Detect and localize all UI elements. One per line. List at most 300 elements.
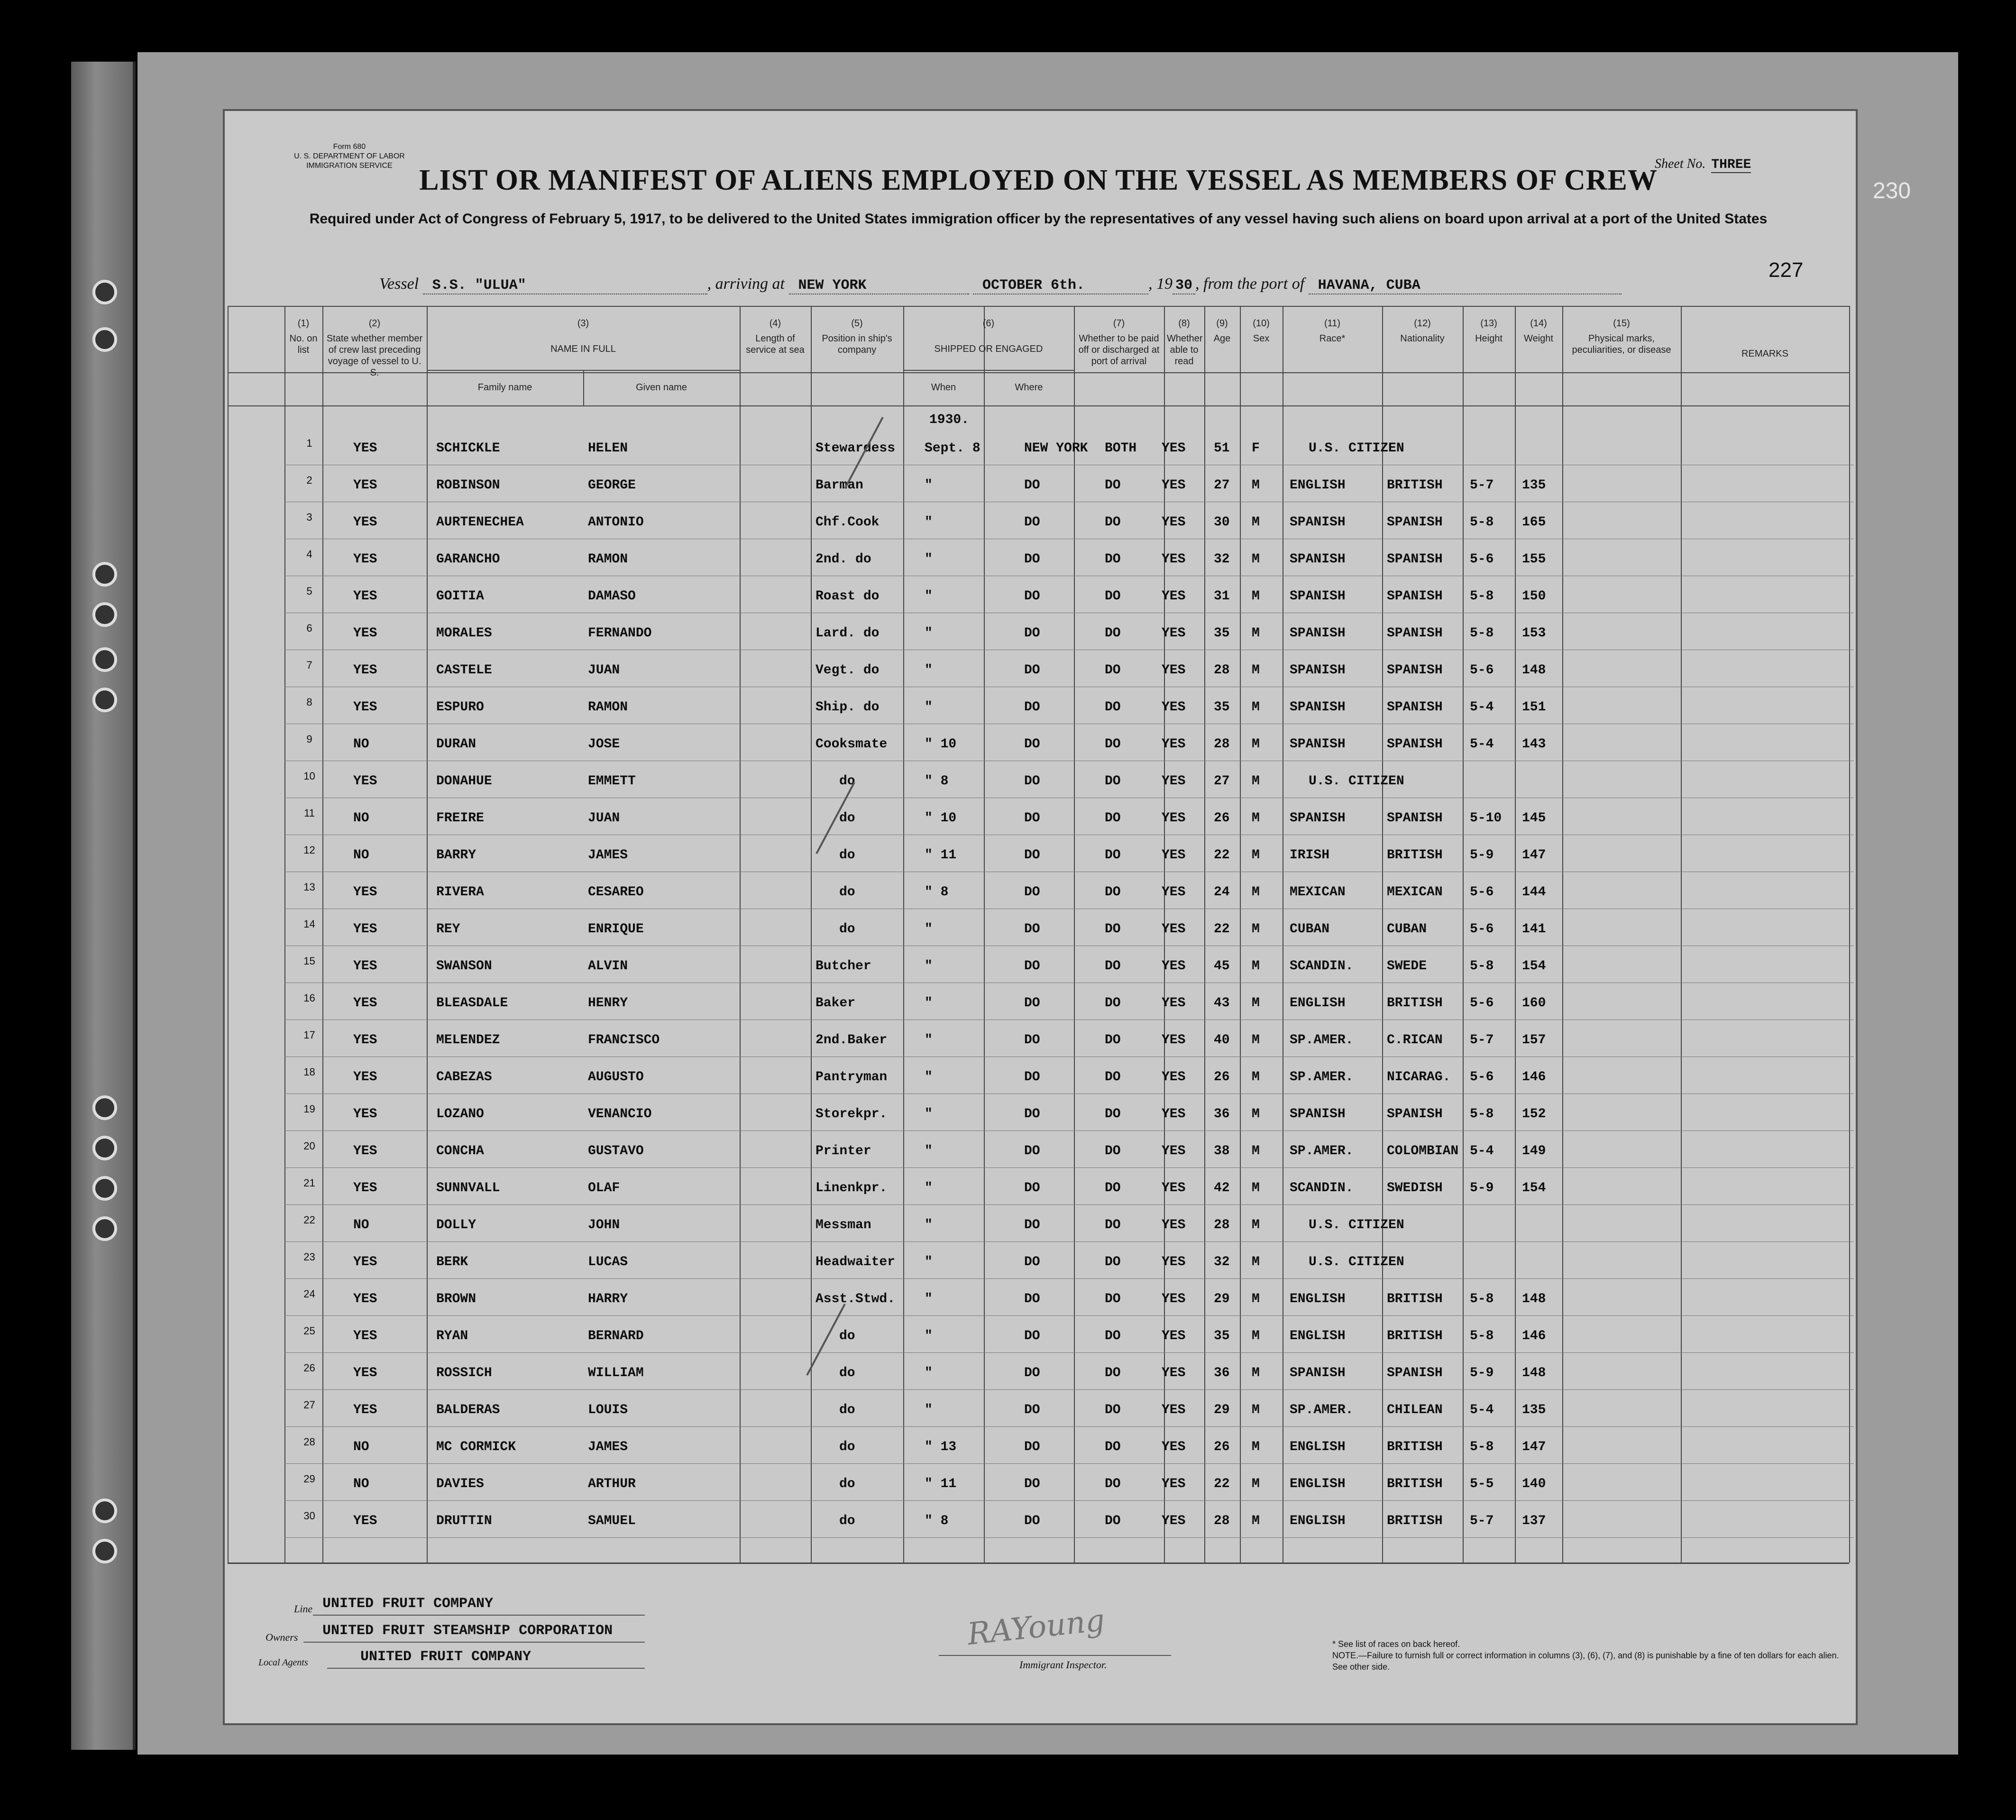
paid-off: DO bbox=[1105, 700, 1121, 715]
able-to-read: YES bbox=[1162, 700, 1186, 715]
shipped-where: DO bbox=[1024, 811, 1040, 826]
position: Vegt. do bbox=[816, 663, 880, 678]
paid-off: DO bbox=[1105, 959, 1121, 974]
age: 42 bbox=[1214, 1181, 1230, 1195]
previous-voyage: YES bbox=[353, 922, 377, 937]
col-age-header bbox=[1204, 318, 1240, 344]
able-to-read: YES bbox=[1162, 1255, 1186, 1269]
shipped-where: DO bbox=[1024, 663, 1040, 678]
height: 5-9 bbox=[1470, 1181, 1494, 1195]
sex: M bbox=[1252, 996, 1260, 1011]
given-name: JOHN bbox=[588, 1218, 620, 1232]
age: 28 bbox=[1214, 1514, 1230, 1528]
previous-voyage: YES bbox=[353, 1070, 377, 1085]
table-column-rule bbox=[1515, 306, 1516, 1563]
arriving-label: , arriving at bbox=[707, 275, 785, 293]
able-to-read: YES bbox=[1162, 811, 1186, 826]
race: SPANISH bbox=[1290, 811, 1346, 826]
able-to-read: YES bbox=[1162, 552, 1186, 567]
row-number: 2 bbox=[306, 474, 312, 486]
binder-ring bbox=[92, 1216, 117, 1241]
sheet-value: THREE bbox=[1711, 157, 1751, 172]
column-label: Height bbox=[1475, 333, 1503, 344]
given-name: DAMASO bbox=[588, 589, 636, 604]
paid-off: DO bbox=[1105, 1033, 1121, 1048]
column-label: No. on list bbox=[289, 333, 318, 355]
age: 45 bbox=[1214, 959, 1230, 974]
previous-voyage: YES bbox=[353, 589, 377, 604]
age: 28 bbox=[1214, 1218, 1230, 1232]
port-label: , from the port of bbox=[1195, 275, 1305, 293]
shipped-when: " bbox=[925, 589, 933, 604]
race: SPANISH bbox=[1290, 552, 1346, 567]
position: Headwaiter bbox=[816, 1255, 896, 1269]
race: SPANISH bbox=[1290, 1366, 1346, 1380]
paid-off: DO bbox=[1105, 1440, 1121, 1454]
footnotes bbox=[1332, 1638, 1854, 1673]
shipped-where: DO bbox=[1024, 1440, 1040, 1454]
weight: 149 bbox=[1522, 1144, 1546, 1158]
row-rule bbox=[284, 1500, 1854, 1501]
line-label: Line bbox=[294, 1603, 313, 1615]
row-number: 16 bbox=[303, 992, 315, 1004]
height: 5-9 bbox=[1470, 1366, 1494, 1380]
sex: M bbox=[1252, 1329, 1260, 1343]
weight: 165 bbox=[1522, 515, 1546, 530]
age: 28 bbox=[1214, 737, 1230, 752]
row-number: 7 bbox=[306, 659, 312, 671]
family-name: MELENDEZ bbox=[436, 1033, 500, 1048]
position: Stewardess bbox=[816, 441, 896, 456]
weight: 154 bbox=[1522, 1181, 1546, 1195]
table-column-rule bbox=[1240, 306, 1241, 1563]
service: IMMIGRATION SERVICE bbox=[306, 162, 393, 170]
height: 5-8 bbox=[1470, 1440, 1494, 1454]
table-column-rule bbox=[1204, 306, 1205, 1563]
note-races: * See list of races on back hereof. bbox=[1332, 1639, 1460, 1649]
sex: M bbox=[1252, 478, 1260, 493]
given-name: GUSTAVO bbox=[588, 1144, 644, 1158]
paid-off: DO bbox=[1105, 1366, 1121, 1380]
sex: M bbox=[1252, 1477, 1260, 1491]
given-name: JAMES bbox=[588, 1440, 628, 1454]
shipped-where: DO bbox=[1024, 626, 1040, 641]
weight: 148 bbox=[1522, 1292, 1546, 1306]
previous-voyage: YES bbox=[353, 1366, 377, 1380]
weight: 152 bbox=[1522, 1107, 1546, 1121]
age: 29 bbox=[1214, 1403, 1230, 1417]
row-number: 10 bbox=[303, 770, 315, 782]
height: 5-8 bbox=[1470, 515, 1494, 530]
owners-label: Owners bbox=[266, 1631, 298, 1643]
weight: 141 bbox=[1522, 922, 1546, 937]
paid-off: DO bbox=[1105, 1107, 1121, 1121]
given-name: HELEN bbox=[588, 441, 628, 456]
page-subtitle: Required under Act of Congress of February 5, 1917, to be delivered to the United States immigration officer by the representatives of any vessel having such aliens on board upon arrival at a port of the United States bbox=[309, 211, 1768, 227]
shipped-where: DO bbox=[1024, 737, 1040, 752]
age: 36 bbox=[1214, 1366, 1230, 1380]
nationality: SPANISH bbox=[1387, 1366, 1443, 1380]
family-name: MORALES bbox=[436, 626, 492, 641]
paid-off: DO bbox=[1105, 478, 1121, 493]
family-name: GARANCHO bbox=[436, 552, 500, 567]
shipped-when: " bbox=[925, 1107, 933, 1121]
race: ENGLISH bbox=[1290, 1440, 1346, 1454]
paid-off: DO bbox=[1105, 1255, 1121, 1269]
given-name: WILLIAM bbox=[588, 1366, 644, 1380]
previous-voyage: NO bbox=[353, 1477, 369, 1491]
sex: M bbox=[1252, 552, 1260, 567]
given-name: BERNARD bbox=[588, 1329, 644, 1343]
weight: 144 bbox=[1522, 885, 1546, 900]
sex: M bbox=[1252, 885, 1260, 900]
col-weight-header bbox=[1515, 318, 1562, 344]
race: IRISH bbox=[1290, 848, 1330, 863]
binder-ring bbox=[92, 562, 117, 587]
column-number: (1) bbox=[297, 318, 310, 329]
height: 5-4 bbox=[1470, 1144, 1494, 1158]
binder-ring bbox=[92, 1176, 117, 1201]
col-remarks-header bbox=[1681, 318, 1849, 359]
race: U.S. CITIZEN bbox=[1309, 441, 1404, 456]
shipped-when: " bbox=[925, 1292, 933, 1306]
given-name: ANTONIO bbox=[588, 515, 644, 530]
able-to-read: YES bbox=[1162, 1033, 1186, 1048]
shipped-when: " bbox=[925, 700, 933, 715]
vessel-label: Vessel bbox=[379, 275, 419, 293]
race: SP.AMER. bbox=[1290, 1144, 1354, 1158]
column-number: (9) bbox=[1216, 318, 1228, 329]
able-to-read: YES bbox=[1162, 1144, 1186, 1158]
family-name: DOLLY bbox=[436, 1218, 477, 1232]
weight: 153 bbox=[1522, 626, 1546, 641]
sex: M bbox=[1252, 1218, 1260, 1232]
sheet-label: Sheet No. bbox=[1655, 156, 1706, 171]
nationality: BRITISH bbox=[1387, 996, 1443, 1011]
row-number: 17 bbox=[303, 1029, 315, 1041]
form-number: Form 680 bbox=[333, 143, 366, 151]
shipped-when: " 11 bbox=[925, 848, 957, 863]
height: 5-4 bbox=[1470, 700, 1494, 715]
nationality: BRITISH bbox=[1387, 1292, 1443, 1306]
row-number: 18 bbox=[303, 1066, 315, 1078]
row-number: 30 bbox=[303, 1510, 315, 1522]
weight: 151 bbox=[1522, 700, 1546, 715]
weight: 140 bbox=[1522, 1477, 1546, 1491]
note-fine: NOTE.—Failure to furnish full or correct information in columns (3), (6), (7), and (8) is punishable by a fine of ten dollars for each alien. See other side. bbox=[1332, 1651, 1839, 1672]
nationality: SPANISH bbox=[1387, 626, 1443, 641]
column-number: (5) bbox=[851, 318, 863, 329]
able-to-read: YES bbox=[1162, 1070, 1186, 1085]
column-label: Whether able to read bbox=[1167, 333, 1203, 367]
race: U.S. CITIZEN bbox=[1309, 1218, 1404, 1232]
row-number: 3 bbox=[306, 511, 312, 523]
row-rule bbox=[284, 1167, 1854, 1168]
sex: M bbox=[1252, 1033, 1260, 1048]
sex: M bbox=[1252, 959, 1260, 974]
family-name: DONAHUE bbox=[436, 774, 492, 789]
paid-off: DO bbox=[1105, 1070, 1121, 1085]
shipped-when: " bbox=[925, 1329, 933, 1343]
sheet-number bbox=[1655, 156, 1751, 172]
previous-voyage: YES bbox=[353, 1144, 377, 1158]
shipped-where: DO bbox=[1024, 1181, 1040, 1195]
shipped-when: " bbox=[925, 478, 933, 493]
column-label: State whether member of crew last preceding voyage of vessel to U. S. bbox=[326, 333, 423, 378]
able-to-read: YES bbox=[1162, 441, 1186, 456]
height: 5-6 bbox=[1470, 885, 1494, 900]
row-rule bbox=[284, 1463, 1854, 1464]
weight: 137 bbox=[1522, 1514, 1546, 1528]
agents-rule bbox=[327, 1668, 645, 1669]
binder-ring bbox=[92, 602, 117, 627]
able-to-read: YES bbox=[1162, 959, 1186, 974]
column-label: Nationality bbox=[1400, 333, 1445, 344]
position: do bbox=[839, 1477, 855, 1491]
height: 5-8 bbox=[1470, 959, 1494, 974]
able-to-read: YES bbox=[1162, 1107, 1186, 1121]
sex: M bbox=[1252, 848, 1260, 863]
previous-voyage: YES bbox=[353, 1107, 377, 1121]
table-column-rule bbox=[427, 306, 428, 1563]
table-column-rule bbox=[903, 306, 904, 1563]
shipped-when: " bbox=[925, 626, 933, 641]
row-number: 13 bbox=[303, 881, 315, 893]
sex: M bbox=[1252, 774, 1260, 789]
position: do bbox=[839, 885, 855, 900]
race: SP.AMER. bbox=[1290, 1403, 1354, 1417]
shipped-where: DO bbox=[1024, 774, 1040, 789]
paid-off: DO bbox=[1105, 848, 1121, 863]
row-number: 29 bbox=[303, 1473, 315, 1485]
col-physical-marks-header bbox=[1562, 318, 1681, 356]
family-name: RIVERA bbox=[436, 885, 484, 900]
shipped-where: DO bbox=[1024, 1403, 1040, 1417]
age: 26 bbox=[1214, 1070, 1230, 1085]
nationality: BRITISH bbox=[1387, 1514, 1443, 1528]
previous-voyage: YES bbox=[353, 1292, 377, 1306]
weight: 160 bbox=[1522, 996, 1546, 1011]
paid-off: DO bbox=[1105, 663, 1121, 678]
col-nationality-header bbox=[1382, 318, 1463, 344]
previous-voyage: YES bbox=[353, 552, 377, 567]
previous-voyage: YES bbox=[353, 1033, 377, 1048]
previous-voyage: NO bbox=[353, 1218, 369, 1232]
family-name: RYAN bbox=[436, 1329, 468, 1343]
binder-ring bbox=[92, 327, 117, 352]
previous-voyage: YES bbox=[353, 996, 377, 1011]
family-name: BLEASDALE bbox=[436, 996, 508, 1011]
nationality: SPANISH bbox=[1387, 700, 1443, 715]
shipped-where: DO bbox=[1024, 1514, 1040, 1528]
subheader-divider bbox=[984, 370, 985, 405]
shipped-where: DO bbox=[1024, 1107, 1040, 1121]
position: Asst.Stwd. bbox=[816, 1292, 896, 1306]
height: 5-4 bbox=[1470, 737, 1494, 752]
shipped-when: " 8 bbox=[925, 774, 949, 789]
column-label: REMARKS bbox=[1741, 349, 1788, 359]
table-column-rule bbox=[1074, 306, 1075, 1563]
shipped-where: DO bbox=[1024, 922, 1040, 937]
paid-off: DO bbox=[1105, 811, 1121, 826]
paid-off: DO bbox=[1105, 737, 1121, 752]
nationality: C.RICAN bbox=[1387, 1033, 1443, 1048]
column-label: Physical marks, peculiarities, or disease bbox=[1572, 333, 1671, 355]
nationality: SPANISH bbox=[1387, 1107, 1443, 1121]
race: ENGLISH bbox=[1290, 996, 1346, 1011]
shipped-where: DO bbox=[1024, 996, 1040, 1011]
sex: M bbox=[1252, 737, 1260, 752]
position: Butcher bbox=[816, 959, 871, 974]
shipped-when: Sept. 8 bbox=[925, 441, 981, 456]
position: 2nd.Baker bbox=[816, 1033, 888, 1048]
shipped-where: DO bbox=[1024, 1255, 1040, 1269]
family-name: SWANSON bbox=[436, 959, 492, 974]
table-header-rule bbox=[228, 405, 1849, 406]
nationality: BRITISH bbox=[1387, 478, 1443, 493]
row-number: 8 bbox=[306, 696, 312, 708]
shipped-when: " bbox=[925, 959, 933, 974]
nationality: SPANISH bbox=[1387, 811, 1443, 826]
height: 5-8 bbox=[1470, 1107, 1494, 1121]
nationality: SPANISH bbox=[1387, 515, 1443, 530]
previous-voyage: YES bbox=[353, 1181, 377, 1195]
able-to-read: YES bbox=[1162, 1292, 1186, 1306]
shipped-when: " bbox=[925, 996, 933, 1011]
nationality: SPANISH bbox=[1387, 589, 1443, 604]
column-label: Length of service at sea bbox=[746, 333, 805, 355]
shipped-where: DO bbox=[1024, 1329, 1040, 1343]
line-value: UNITED FRUIT COMPANY bbox=[322, 1596, 494, 1612]
nationality: SPANISH bbox=[1387, 663, 1443, 678]
col-where-header: Where bbox=[1015, 382, 1043, 393]
previous-voyage: YES bbox=[353, 1403, 377, 1417]
sex: M bbox=[1252, 626, 1260, 641]
able-to-read: YES bbox=[1162, 1477, 1186, 1491]
sex: F bbox=[1252, 441, 1260, 456]
column-number: (2) bbox=[368, 318, 381, 329]
binder-ring bbox=[92, 280, 117, 304]
race: SPANISH bbox=[1290, 626, 1346, 641]
given-name: JUAN bbox=[588, 663, 620, 678]
previous-voyage: NO bbox=[353, 848, 369, 863]
age: 30 bbox=[1214, 515, 1230, 530]
sex: M bbox=[1252, 1107, 1260, 1121]
position: do bbox=[839, 1366, 855, 1380]
shipped-where: DO bbox=[1024, 1292, 1040, 1306]
table-column-rule bbox=[1562, 306, 1563, 1563]
family-name: LOZANO bbox=[436, 1107, 484, 1121]
shipped-when: " 8 bbox=[925, 1514, 949, 1528]
able-to-read: YES bbox=[1162, 1218, 1186, 1232]
weight: 135 bbox=[1522, 478, 1546, 493]
shipped-where: DO bbox=[1024, 552, 1040, 567]
row-rule bbox=[284, 1352, 1854, 1353]
given-name: ARTHUR bbox=[588, 1477, 636, 1491]
previous-voyage: YES bbox=[353, 885, 377, 900]
race: ENGLISH bbox=[1290, 1477, 1346, 1491]
shipped-when: " bbox=[925, 1218, 933, 1232]
shipped-when: " bbox=[925, 663, 933, 678]
sex: M bbox=[1252, 1144, 1260, 1158]
page-title: LIST OR MANIFEST OF ALIENS EMPLOYED ON THE VESSEL AS MEMBERS OF CREW bbox=[419, 164, 1658, 196]
shipped-where: DO bbox=[1024, 700, 1040, 715]
weight: 154 bbox=[1522, 959, 1546, 974]
paid-off: DO bbox=[1105, 1514, 1121, 1528]
table-bottom-rule bbox=[228, 1563, 1849, 1564]
column-number: (14) bbox=[1530, 318, 1547, 329]
height: 5-7 bbox=[1470, 1514, 1494, 1528]
binder-strip bbox=[71, 62, 136, 1750]
age: 26 bbox=[1214, 811, 1230, 826]
inspector-label: Immigrant Inspector. bbox=[1019, 1659, 1107, 1671]
paid-off: DO bbox=[1105, 774, 1121, 789]
col-family-name-header: Family name bbox=[477, 382, 532, 393]
binder-ring bbox=[92, 1539, 117, 1563]
family-name: BALDERAS bbox=[436, 1403, 500, 1417]
age: 32 bbox=[1214, 552, 1230, 567]
shipped-when: " bbox=[925, 1255, 933, 1269]
column-number: (12) bbox=[1414, 318, 1431, 329]
family-name: GOITIA bbox=[436, 589, 484, 604]
paid-off: DO bbox=[1105, 552, 1121, 567]
family-name: ROSSICH bbox=[436, 1366, 492, 1380]
shipped-where: DO bbox=[1024, 959, 1040, 974]
column-number: (8) bbox=[1178, 318, 1190, 329]
nationality: BRITISH bbox=[1387, 1477, 1443, 1491]
sex: M bbox=[1252, 515, 1260, 530]
given-name: GEORGE bbox=[588, 478, 636, 493]
age: 31 bbox=[1214, 589, 1230, 604]
able-to-read: YES bbox=[1162, 663, 1186, 678]
sex: M bbox=[1252, 1403, 1260, 1417]
department: U. S. DEPARTMENT OF LABOR bbox=[294, 152, 405, 160]
column-label: NAME IN FULL bbox=[550, 344, 616, 354]
table-column-rule bbox=[811, 306, 812, 1563]
col-given-name-header: Given name bbox=[636, 382, 687, 393]
table-column-rule bbox=[284, 306, 285, 1563]
shipped-where: DO bbox=[1024, 1477, 1040, 1491]
weight: 147 bbox=[1522, 1440, 1546, 1454]
sex: M bbox=[1252, 922, 1260, 937]
previous-voyage: NO bbox=[353, 811, 369, 826]
shipped-when: " bbox=[925, 1366, 933, 1380]
paid-off: DO bbox=[1105, 1218, 1121, 1232]
height: 5-8 bbox=[1470, 626, 1494, 641]
position: Roast do bbox=[816, 589, 880, 604]
given-name: CESAREO bbox=[588, 885, 644, 900]
table-header-rule bbox=[228, 372, 1849, 373]
weight: 147 bbox=[1522, 848, 1546, 863]
height: 5-8 bbox=[1470, 1329, 1494, 1343]
family-name: CABEZAS bbox=[436, 1070, 492, 1085]
given-name: RAMON bbox=[588, 552, 628, 567]
height: 5-7 bbox=[1470, 478, 1494, 493]
able-to-read: YES bbox=[1162, 589, 1186, 604]
given-name: HENRY bbox=[588, 996, 628, 1011]
binder-ring bbox=[92, 1498, 117, 1523]
position: Linenkpr. bbox=[816, 1181, 888, 1195]
position: do bbox=[839, 1329, 855, 1343]
nationality: NICARAG. bbox=[1387, 1070, 1451, 1085]
family-name: BERK bbox=[436, 1255, 468, 1269]
race: ENGLISH bbox=[1290, 478, 1346, 493]
age: 27 bbox=[1214, 478, 1230, 493]
table-column-rule bbox=[1849, 306, 1850, 1563]
line-rule bbox=[313, 1615, 645, 1616]
row-number: 4 bbox=[306, 548, 312, 560]
previous-voyage: YES bbox=[353, 1329, 377, 1343]
